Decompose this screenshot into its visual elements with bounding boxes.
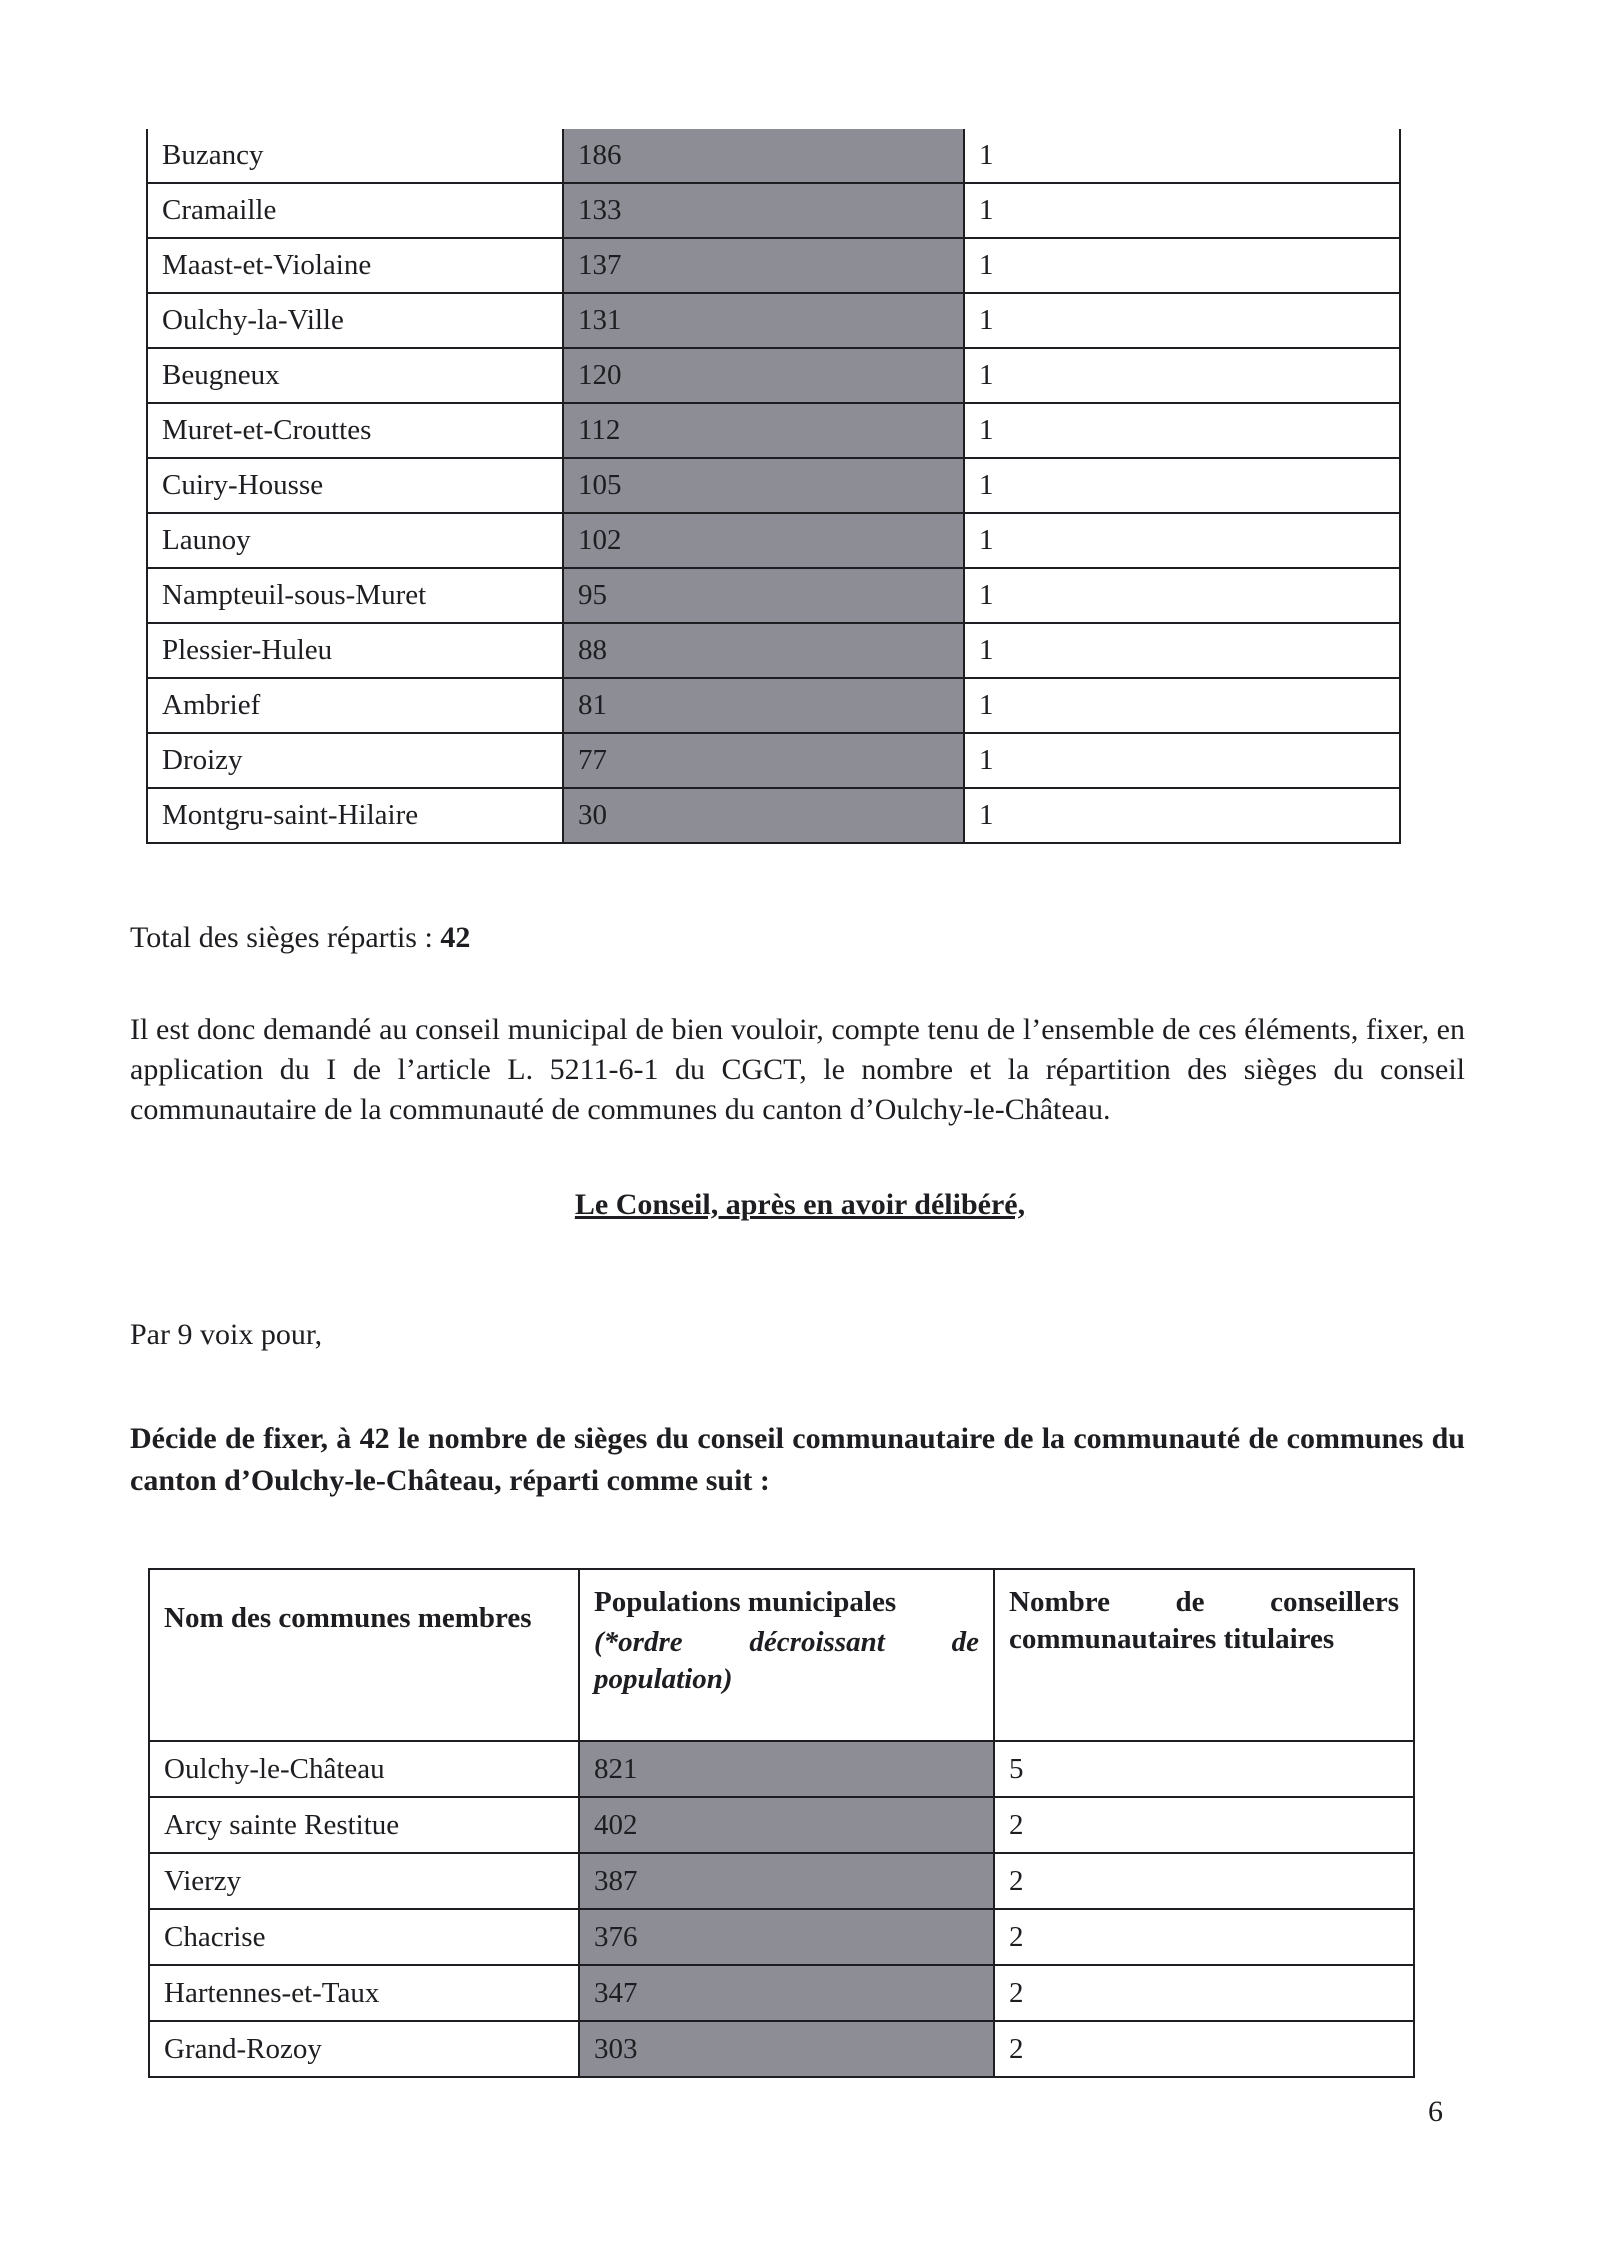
total-seats-value: 42 xyxy=(440,921,471,954)
seats-cell: 1 xyxy=(964,293,1400,348)
seats-cell: 1 xyxy=(964,788,1400,843)
table-row xyxy=(149,1853,1414,1909)
table-row xyxy=(147,513,1400,568)
population-cell: 30 xyxy=(563,788,964,843)
table-row xyxy=(149,1909,1414,1965)
population-cell: 81 xyxy=(563,678,964,733)
commune-name-cell: Muret-et-Crouttes xyxy=(147,403,563,458)
seats-cell: 1 xyxy=(964,348,1400,403)
commune-name-cell: Arcy sainte Restitue xyxy=(149,1797,579,1853)
seats-cell: 2 xyxy=(994,1909,1414,1965)
population-cell: 102 xyxy=(563,513,964,568)
decision-paragraph: Décide de fixer, à 42 le nombre de sièges du conseil communautaire de la communauté de communes du canton d’Oulchy-le-Château, réparti comme suit : xyxy=(130,1422,1465,1497)
commune-name-cell: Droizy xyxy=(147,733,563,788)
commune-name-cell: Oulchy-la-Ville xyxy=(147,293,563,348)
seats-cell: 2 xyxy=(994,1853,1414,1909)
header-commune-name-label: Nom des communes membres xyxy=(164,1602,532,1634)
table-row xyxy=(147,678,1400,733)
population-cell: 303 xyxy=(579,2021,994,2077)
table-row xyxy=(147,733,1400,788)
seats-cell: 2 xyxy=(994,1965,1414,2021)
population-cell: 120 xyxy=(563,348,964,403)
seats-cell: 1 xyxy=(964,403,1400,458)
commune-name-cell: Montgru-saint-Hilaire xyxy=(147,788,563,843)
commune-name-cell: Hartennes-et-Taux xyxy=(149,1965,579,2021)
population-cell: 186 xyxy=(563,129,964,183)
table-row xyxy=(147,183,1400,238)
seats-cell: 5 xyxy=(994,1741,1414,1797)
population-cell: 387 xyxy=(579,1853,994,1909)
table-row xyxy=(147,458,1400,513)
commune-name-cell: Cuiry-Housse xyxy=(147,458,563,513)
table-row xyxy=(147,403,1400,458)
header-commune-name xyxy=(149,1569,579,1741)
population-cell: 347 xyxy=(579,1965,994,2021)
table-row xyxy=(147,348,1400,403)
header-seats-label: Nombre de conseillers communautaires titulaires xyxy=(1009,1586,1399,1655)
population-cell: 821 xyxy=(579,1741,994,1797)
commune-name-cell: Chacrise xyxy=(149,1909,579,1965)
total-seats-line xyxy=(130,918,470,958)
seat-distribution-table-continued xyxy=(146,129,1401,844)
seat-distribution-table xyxy=(148,1568,1415,2078)
seats-cell: 1 xyxy=(964,568,1400,623)
population-cell: 112 xyxy=(563,403,964,458)
table-row xyxy=(149,1741,1414,1797)
votes-line: Par 9 voix pour, xyxy=(130,1318,323,1351)
commune-name-cell: Nampteuil-sous-Muret xyxy=(147,568,563,623)
population-cell: 131 xyxy=(563,293,964,348)
commune-name-cell: Beugneux xyxy=(147,348,563,403)
population-cell: 133 xyxy=(563,183,964,238)
population-cell: 137 xyxy=(563,238,964,293)
commune-name-cell: Grand-Rozoy xyxy=(149,2021,579,2077)
seats-cell: 2 xyxy=(994,2021,1414,2077)
header-population-label: Populations municipales xyxy=(594,1586,897,1618)
commune-name-cell: Plessier-Huleu xyxy=(147,623,563,678)
table-row xyxy=(147,129,1400,183)
commune-name-cell: Oulchy-le-Château xyxy=(149,1741,579,1797)
commune-name-cell: Launoy xyxy=(147,513,563,568)
population-cell: 77 xyxy=(563,733,964,788)
seats-cell: 1 xyxy=(964,183,1400,238)
header-row xyxy=(149,1569,1414,1741)
table-row xyxy=(149,1797,1414,1853)
page-number: 6 xyxy=(1428,2095,1443,2128)
seats-cell: 1 xyxy=(964,678,1400,733)
commune-name-cell: Maast-et-Violaine xyxy=(147,238,563,293)
seats-cell: 1 xyxy=(964,623,1400,678)
table-body xyxy=(149,1741,1414,2077)
table-row xyxy=(149,1965,1414,2021)
population-cell: 402 xyxy=(579,1797,994,1853)
population-cell: 95 xyxy=(563,568,964,623)
table-row xyxy=(147,623,1400,678)
deliberation-heading: Le Conseil, après en avoir délibéré, xyxy=(574,1188,1026,1221)
table-row xyxy=(147,568,1400,623)
header-population xyxy=(579,1569,994,1741)
request-paragraph: Il est donc demandé au conseil municipal de bien vouloir, compte tenu de l’ensemble de ces éléments, fixer, en application du I de l’article L. 5211-6-1 du CGCT, le nombre et la répartition des sièges du conseil communautaire de la communauté de communes du canton d’Oulchy-le-Château. xyxy=(130,1013,1465,1126)
commune-name-cell: Ambrief xyxy=(147,678,563,733)
population-cell: 105 xyxy=(563,458,964,513)
table-row xyxy=(149,2021,1414,2077)
seats-cell: 1 xyxy=(964,458,1400,513)
seats-cell: 1 xyxy=(964,129,1400,183)
seats-cell: 1 xyxy=(964,238,1400,293)
table-row xyxy=(147,293,1400,348)
table-body xyxy=(147,129,1400,843)
table-header xyxy=(149,1569,1414,1741)
commune-name-cell: Cramaille xyxy=(147,183,563,238)
commune-name-cell: Vierzy xyxy=(149,1853,579,1909)
header-population-note: (*ordre décroissant de population) xyxy=(594,1626,979,1695)
table-row xyxy=(147,788,1400,843)
header-seats xyxy=(994,1569,1414,1741)
seats-cell: 1 xyxy=(964,513,1400,568)
population-cell: 376 xyxy=(579,1909,994,1965)
population-cell: 88 xyxy=(563,623,964,678)
seats-cell: 2 xyxy=(994,1797,1414,1853)
seats-cell: 1 xyxy=(964,733,1400,788)
table-row xyxy=(147,238,1400,293)
commune-name-cell: Buzancy xyxy=(147,129,563,183)
total-seats-label: Total des sièges répartis : xyxy=(130,921,441,954)
